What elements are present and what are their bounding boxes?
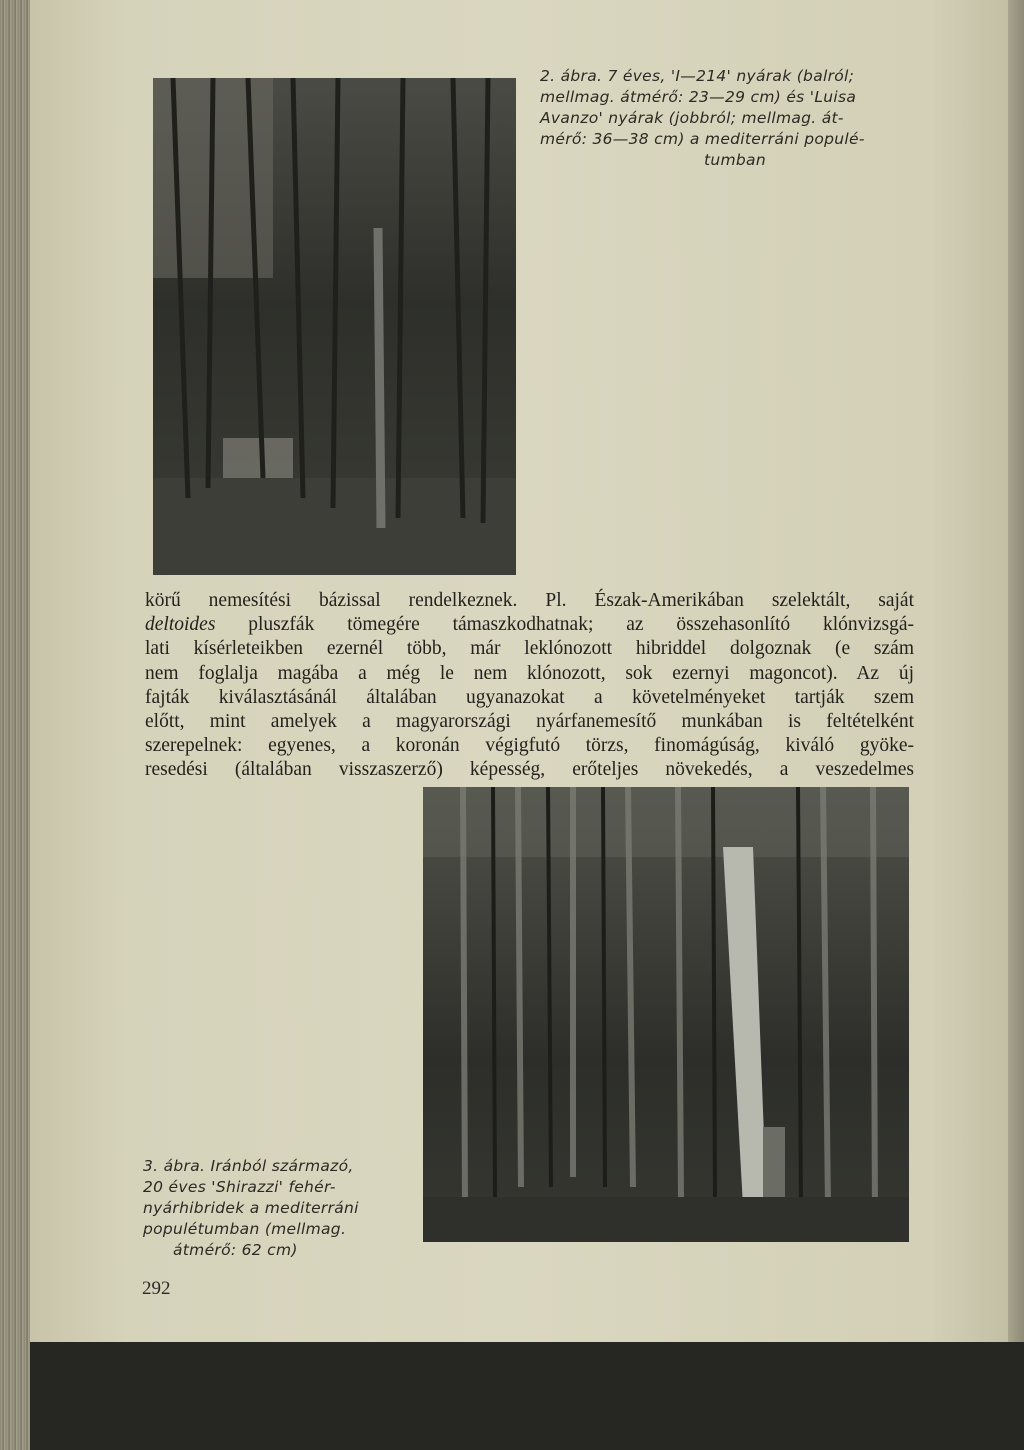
figure-2-photo: [153, 78, 516, 575]
text-line: deltoides pluszfák tömegére támaszkodhatnak; az összehasonlító klónvizsgá-: [145, 614, 914, 636]
caption-line: tumban: [704, 151, 766, 169]
caption-line: 3. ábra. Iránból származó,: [143, 1157, 354, 1175]
caption-line: Avanzo' nyárak (jobbról; mellmag. át-: [540, 109, 844, 127]
text-line: resedési (általában visszaszerző) képesség, erőteljes növekedés, a veszedelmes: [145, 759, 914, 781]
caption-line: 20 éves 'Shirazzi' fehér-: [143, 1178, 336, 1196]
body-paragraph: [145, 589, 914, 783]
caption-line: mérő: 36—38 cm) a mediterráni populé-: [540, 130, 865, 148]
caption-line: nyárhibridek a mediterráni: [143, 1199, 359, 1217]
scan-background: [30, 1342, 1024, 1450]
figure-3-photo: [423, 787, 909, 1242]
text-line: körű nemesítési bázissal rendelkeznek. Pl. Észak-Amerikában szelektált, saját: [145, 590, 914, 611]
text-line: nem foglalja magába a még le nem klónozott, sok ezernyi magoncot). Az új: [145, 662, 914, 684]
caption-line: populétumban (mellmag.: [143, 1220, 347, 1238]
page-edge: [1008, 0, 1024, 1342]
species-name: deltoides: [145, 614, 216, 636]
book-spine: [0, 0, 32, 1450]
text-line: előtt, mint amelyek a magyarországi nyárfanemesítő munkában is feltételként: [145, 711, 914, 733]
figure-3-caption: [143, 1156, 408, 1261]
text-line: szerepelnek: egyenes, a koronán végigfutó törzs, finomágúság, kiváló gyöke-: [145, 735, 914, 757]
text-line: fajták kiválasztásánál általában ugyanazokat a követelményeket tartják szem: [145, 686, 914, 708]
caption-line: mellmag. átmérő: 23—29 cm) és 'Luisa: [540, 88, 857, 106]
text-line: lati kísérleteikben ezernél több, már leklónozott hibriddel dolgoznak (e szám: [145, 638, 914, 660]
caption-line: átmérő: 62 cm): [173, 1241, 298, 1259]
figure-2-caption: [540, 66, 930, 171]
caption-line: 2. ábra. 7 éves, 'I—214' nyárak (balról;: [540, 67, 855, 85]
page-number: 292: [142, 1278, 171, 1299]
